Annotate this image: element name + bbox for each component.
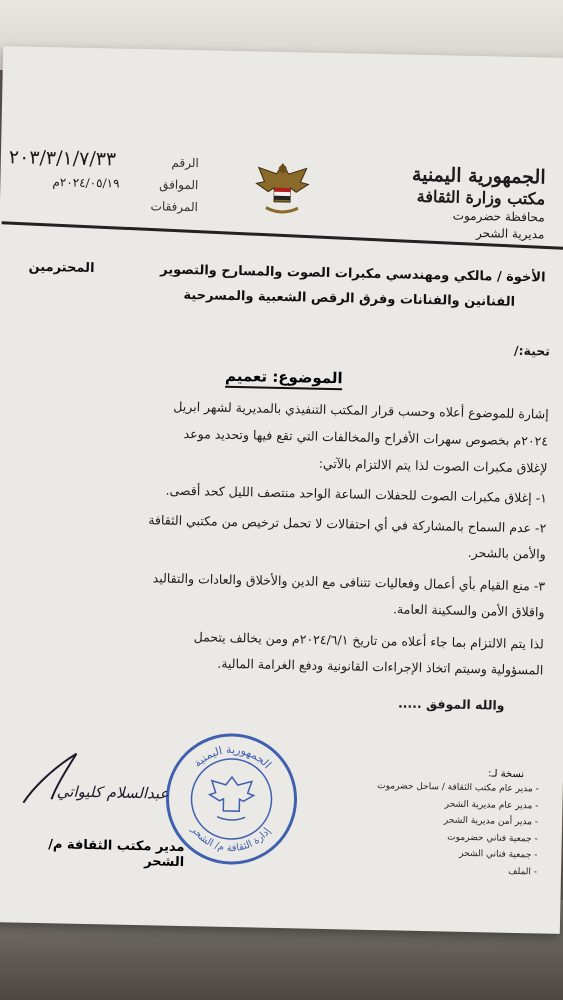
list-item: - جمعية فناني الشحر — [459, 849, 538, 861]
stamp-top-text: الجمهورية اليمنية — [191, 742, 274, 772]
ref-number-label: الرقم — [171, 155, 199, 171]
list-item: - مدير عام مكتب الثقافة / ساحل حضرموت — [377, 781, 539, 795]
ref-date-value: ٢٠٢٤/٠٥/١٩م — [52, 175, 120, 191]
body-item-2-line-2: والأمن بالشحر. — [467, 544, 546, 562]
greeting: تحية:/ — [513, 342, 551, 359]
addressee-title: الأخوة / مالكي ومهندسي مكبرات الصوت والمسارح والتصوير — [160, 262, 546, 286]
letterhead-directorate: مديرية الشحر — [475, 226, 545, 242]
body-closing-2: المسؤولية وسيتم اتخاذ الإجراءات القانونية ودفع الغرامة المالية. — [217, 655, 544, 678]
addressee-line-2: الفنانين والفنانات وفرق الرقص الشعبية والمسرحية — [183, 287, 516, 310]
ref-attachments-label: المرفقات — [150, 199, 199, 215]
addressee-honorific: المحترمين — [28, 259, 95, 277]
ref-date-label: الموافق — [159, 177, 199, 193]
cc-heading: نسخة لـ: — [487, 768, 525, 781]
signoff: والله الموفق ..... — [397, 695, 505, 713]
signature-scribble — [0, 746, 145, 813]
list-item: - جمعية فناني حضرموت — [447, 832, 538, 845]
subject-line — [176, 366, 391, 388]
eagle-emblem-icon — [252, 157, 313, 224]
body-closing-1: لذا يتم الالتزام بما جاء أعلاه من تاريخ ٢٠٢٤/٦/١م ومن يخالف يتحمل — [193, 629, 544, 652]
ref-number-value: ٢٠٣/٣/١/٧/٣٣ — [8, 146, 117, 171]
cc-list — [337, 777, 539, 881]
stamp-bottom-text: إدارة الثقافة م/ الشحر — [188, 824, 273, 855]
body-intro-2: ٢٠٢٤م بخصوص سهرات الأفراح والمخالفات التي تقع فيها وتحديد موعد — [183, 425, 549, 449]
letterhead-office: مكتب وزارة الثقافة — [416, 186, 546, 209]
list-item: - الملف — [508, 866, 538, 878]
letter-page — [0, 46, 563, 934]
addressee-line-1 — [16, 259, 545, 285]
signature-title: مدير مكتب الثقافة م/ الشحر — [48, 837, 185, 871]
letterhead-governorate: محافظة حضرموت — [452, 208, 545, 225]
subject-text: الموضوع: تعميم — [225, 367, 343, 390]
signature-name: عبدالسلام كليواتي — [56, 782, 169, 803]
letterhead — [411, 163, 546, 244]
list-item: - مدير أمن مديرية الشحر — [443, 815, 539, 828]
body-item-2-line-1: ٢- عدم السماح بالمشاركة في أي احتفالات لا تحمل ترخيص من مكتبي الثقافة — [148, 512, 547, 536]
letterhead-republic: الجمهورية اليمنية — [411, 163, 546, 189]
reference-block — [8, 148, 199, 218]
body-item-3-line-1: ٣- منع القيام بأي أعمال وفعاليات تتنافى مع الدين والأخلاق والعادات والتقاليد — [152, 570, 546, 594]
body-intro-1: إشارة للموضوع أعلاه وحسب قرار المكتب التنفيذي بالمديرية لشهر ابريل — [173, 398, 549, 422]
body-intro-3: لإغلاق مكبرات الصوت لذا يتم الالتزام بالآتي: — [318, 455, 548, 476]
body-item-1: ١- إغلاق مكبرات الصوت للحفلات الساعة الواحد منتصف الليل كحد أقصى. — [165, 482, 548, 506]
body-item-3-line-2: واقلاق الأمن والسكينة العامة. — [392, 601, 545, 620]
list-item: - مدير عام مديرية الشحر — [444, 799, 539, 812]
svg-text:الجمهورية اليمنية — [191, 742, 274, 771]
